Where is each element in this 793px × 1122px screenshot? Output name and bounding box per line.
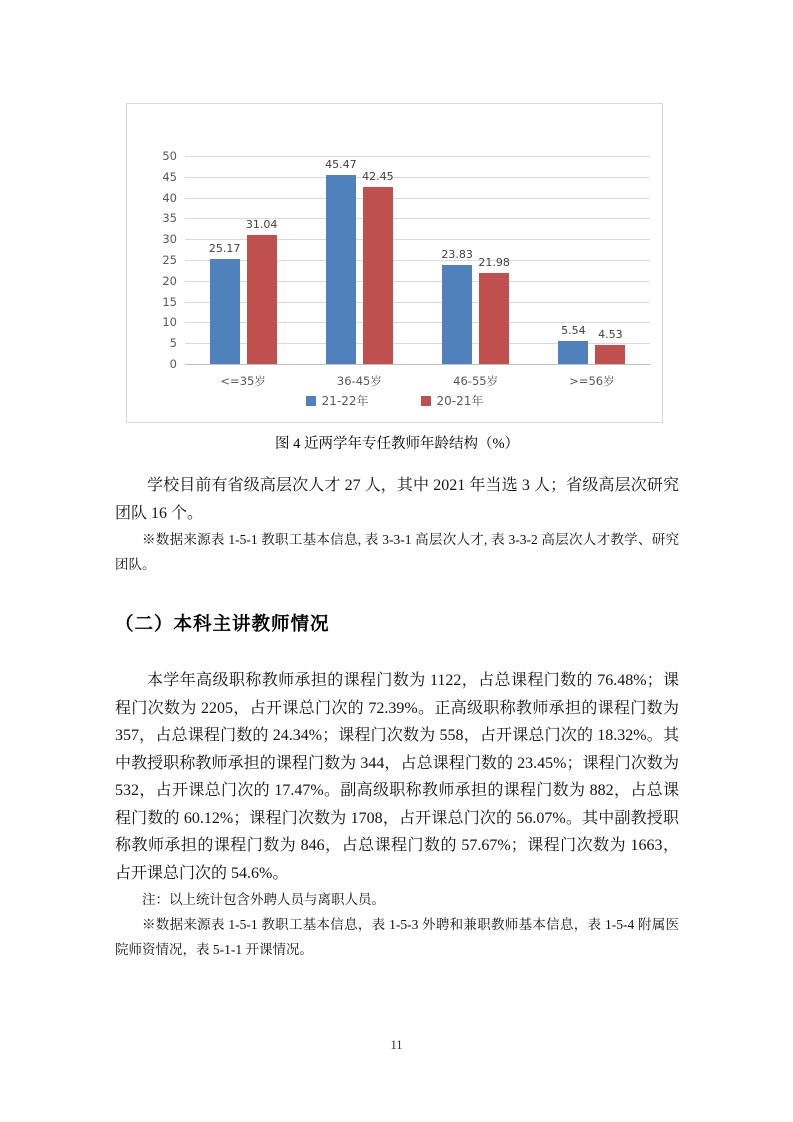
- chart-legend: [127, 392, 662, 409]
- chart-bar: [479, 273, 509, 364]
- legend-item: [306, 392, 369, 409]
- note-data-source-2: ※数据来源表 1-5-1 教职工基本信息，表 1-5-3 外聘和兼职教师基本信息，表 1-5-4 附属医院师资情况，表 5-1-1 开课情况。: [115, 917, 679, 957]
- bar-value-label: 42.45: [362, 170, 394, 184]
- page-content: [115, 0, 679, 962]
- bar-value-label: 23.83: [441, 247, 473, 261]
- section-heading-main-lecturers: （二）本科主讲教师情况: [115, 613, 330, 634]
- age-structure-chart: [126, 103, 663, 423]
- y-axis-tick-label: 25: [162, 253, 177, 267]
- note-statistics-scope: 注：以上统计包含外聘人员与离职人员。: [142, 892, 385, 907]
- gridline: [185, 156, 650, 157]
- chart-bar: [363, 187, 393, 364]
- legend-swatch-icon: [306, 396, 316, 406]
- y-axis-tick-label: 15: [162, 294, 177, 309]
- bar-value-label: 45.47: [325, 157, 357, 171]
- y-axis-tick-label: 50: [162, 149, 177, 163]
- legend-swatch-icon: [421, 396, 431, 406]
- legend-item: [421, 392, 484, 409]
- bar-value-label: 5.54: [561, 323, 586, 337]
- figure-caption: 图 4 近两学年专任教师年龄结构（%）: [274, 436, 520, 452]
- paragraph-talent-summary: 学校目前有省级高层次人才 27 人，其中 2021 年当选 3 人；省级高层次研究团队 16 个。: [115, 477, 679, 522]
- chart-bar: [210, 259, 240, 364]
- bar-value-label: 25.17: [208, 242, 241, 256]
- chart-bar: [595, 345, 625, 364]
- y-axis-tick-label: 0: [169, 357, 177, 371]
- y-axis-tick-label: 40: [162, 190, 177, 205]
- x-axis-category-label: 46-55岁: [453, 374, 499, 388]
- y-axis-tick-label: 35: [162, 211, 177, 226]
- y-axis-tick-label: 10: [162, 315, 177, 330]
- bar-value-label: 31.04: [245, 217, 278, 231]
- gridline: [185, 198, 650, 199]
- page-number: 11: [390, 1038, 403, 1052]
- legend-label: 20-21年: [436, 394, 484, 408]
- y-axis-tick-label: 30: [162, 232, 177, 247]
- gridline: [185, 177, 650, 178]
- chart-bar: [442, 265, 472, 364]
- x-axis-line: [185, 364, 650, 365]
- bar-value-label: 21.98: [478, 255, 510, 269]
- y-axis-tick-label: 45: [162, 169, 177, 184]
- note-data-source-1: ※数据来源表 1-5-1 教职工基本信息, 表 3-3-1 高层次人才, 表 3-3-2 高层次人才教学、研究团队。: [115, 532, 679, 572]
- x-axis-category-label: <=35岁: [220, 374, 266, 388]
- x-axis-category-label: >=56岁: [569, 374, 615, 388]
- chart-bar: [558, 341, 588, 364]
- legend-label: 21-22年: [321, 394, 369, 408]
- bar-value-label: 4.53: [598, 328, 623, 342]
- paragraph-course-statistics: 本学年高级职称教师承担的课程门数为 1122，占总课程门数的 76.48%；课程门次数为 2205，占开课总门次的 72.39%。正高级职称教师承担的课程门数为 357，占总课程门数的 24.34%；课程门次数为 558，占开课总门次的 18.32%。其中教授职称教师承担的课程门数为 344，占总课程门数的 23.45%；课程门次数为 532，占开课总门次的 17.47%。副高级职称教师承担的课程门数为 882，占总课程门数的 60.12%；课程门次数为 1708，占开课总门次的 56.07%。其中副教授职称教师承担的课程门数为 846，占总课程门数的 57.67%；课程门次数为 1663，占开课总门次的 54.6%。: [115, 672, 679, 882]
- chart-bar: [326, 175, 356, 364]
- chart-bar: [247, 235, 277, 364]
- y-axis-tick-label: 20: [162, 273, 177, 288]
- x-axis-category-label: 36-45岁: [336, 374, 382, 388]
- y-axis-tick-label: 5: [169, 336, 177, 351]
